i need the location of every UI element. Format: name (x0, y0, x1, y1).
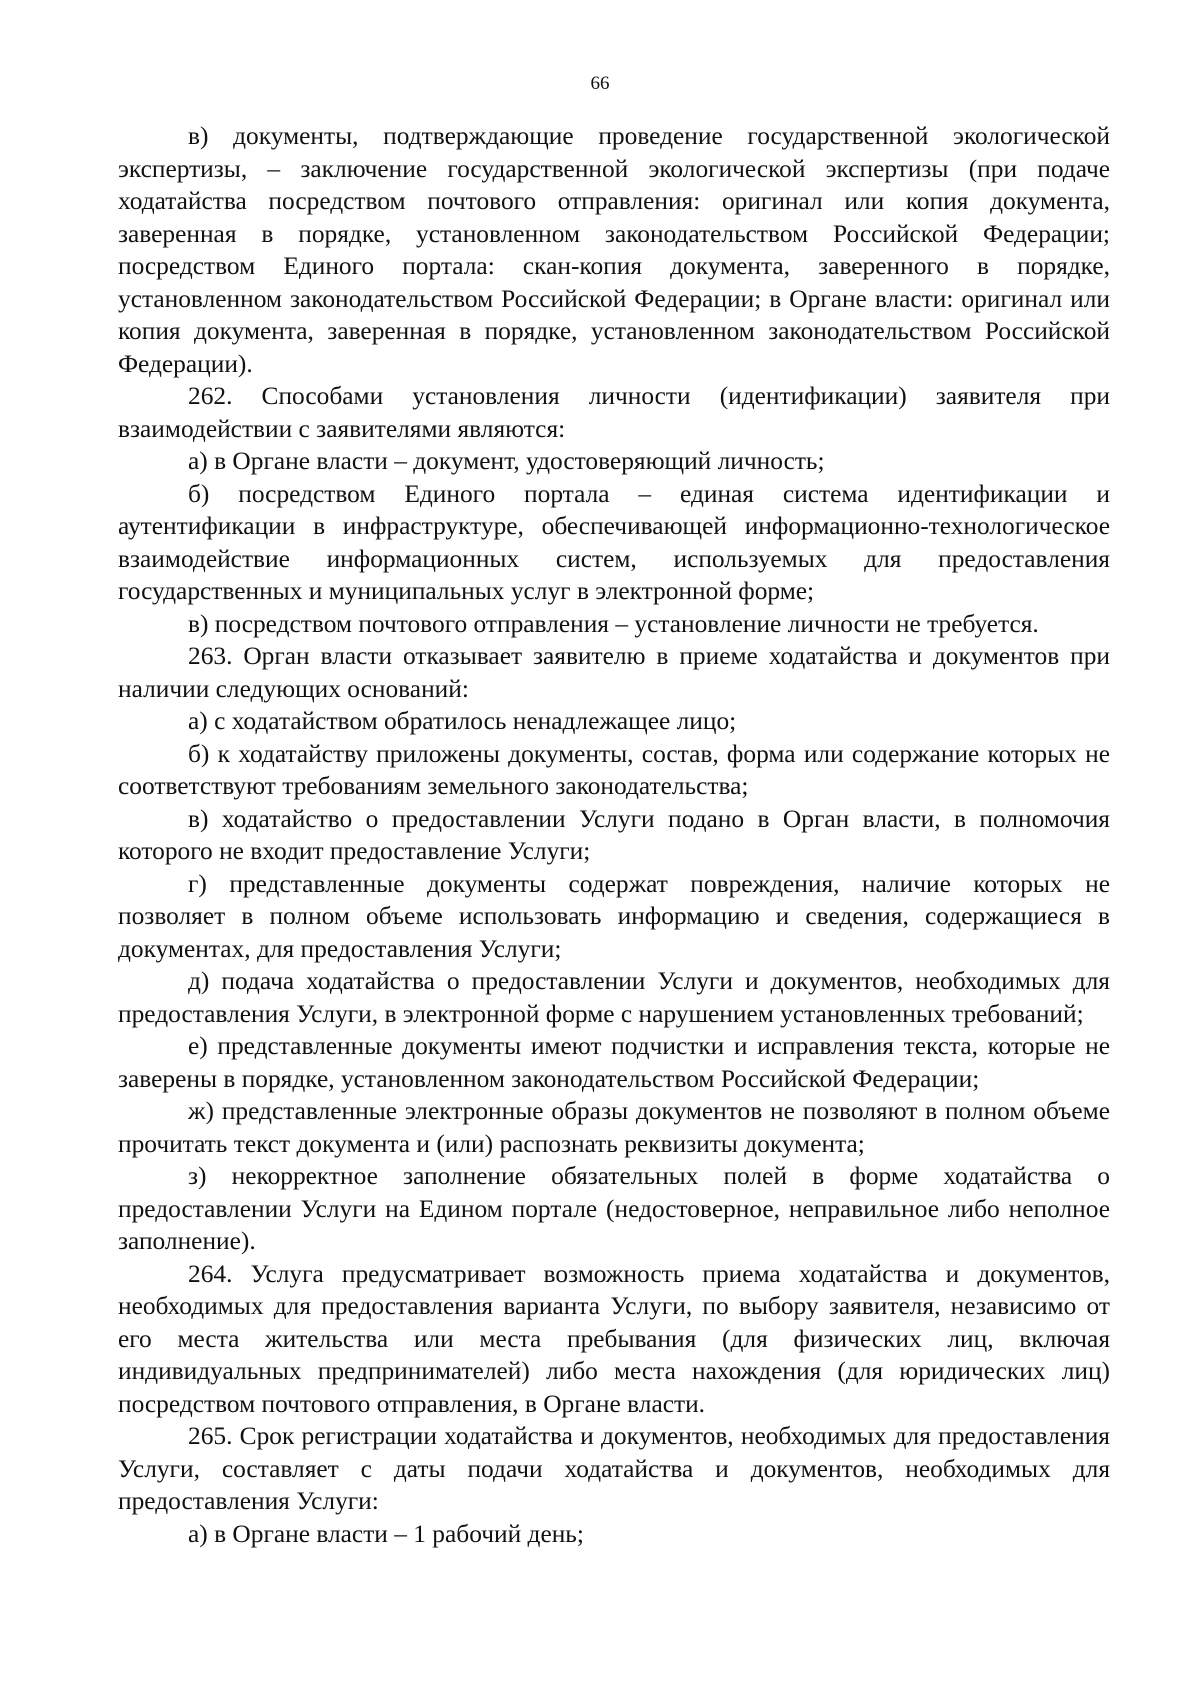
page-number: 66 (590, 73, 610, 94)
document-body (118, 120, 1110, 1550)
paragraph-265-a: а) в Органе власти – 1 рабочий день; (188, 1519, 584, 1548)
paragraph-263-h: з) некорректное заполнение обязательных полей в форме ходатайства о предоставлении Услуги на Едином портале (недостоверное, неправильное либо неполное заполнение). (118, 1162, 1110, 1255)
paragraph-263-e: д) подача ходатайства о предоставлении Услуги и документов, необходимых для предоставления Услуги, в электронной форме с нарушением установленных требований; (118, 967, 1110, 1028)
paragraph-262-a: а) в Органе власти – документ, удостоверяющий личность; (188, 447, 825, 475)
paragraph-263-a: а) с ходатайством обратилось ненадлежащее лицо; (188, 707, 737, 735)
paragraph-262-b: б) посредством Единого портала – единая система идентификации и аутентификации в инфраструктуре, обеспечивающей информационно-технологическое взаимодействие информационных систем, используемых для предоставления государственных и муниципальных услуг в электронной форме; (118, 479, 1110, 605)
paragraph-262-c: в) посредством почтового отправления – установление личности не требуется. (188, 609, 1039, 638)
paragraph-263-f: е) представленные документы имеют подчистки и исправления текста, которые не заверены в порядке, установленном законодательством Российской Федерации; (118, 1032, 1110, 1093)
paragraph-264-acceptance: 264. Услуга предусматривает возможность приема ходатайства и документов, необходимых для предоставления варианта Услуги, по выбору заявителя, независимо от его места жительства или места пребывания (для физических лиц, включая индивидуальных предпринимателей) либо места нахождения (для юридических лиц) посредством почтового отправления, в Органе власти. (118, 1259, 1110, 1418)
paragraph-263-d: г) представленные документы содержат повреждения, наличие которых не позволяет в полном объеме использовать информацию и сведения, содержащиеся в документах, для предоставления Услуги; (118, 869, 1110, 963)
paragraph-262-identification-methods: 262. Способами установления личности (идентификации) заявителя при взаимодействии с заявителями являются: (118, 382, 1110, 443)
paragraph-263-b: б) к ходатайству приложены документы, состав, форма или содержание которых не соответствуют требованиям земельного законодательства; (118, 739, 1110, 800)
paragraph-263-g: ж) представленные электронные образы документов не позволяют в полном объеме прочитать текст документа и (или) распознать реквизиты документа; (118, 1097, 1110, 1158)
paragraph-265-registration-term: 265. Срок регистрации ходатайства и документов, необходимых для предоставления Услуги, составляет с даты подачи ходатайства и документов, необходимых для предоставления Услуги: (118, 1422, 1110, 1515)
paragraph-263-c: в) ходатайство о предоставлении Услуги подано в Орган власти, в полномочия которого не входит предоставление Услуги; (118, 804, 1110, 865)
paragraph-expertise-documents: в) документы, подтверждающие проведение государственной экологической экспертизы, – заключение государственной экологической экспертизы (при подаче ходатайства посредством почтового отправления: оригинал или копия документа, заверенная в порядке, установленном законодательством Российской Федерации; посредством Единого портала: скан-копия документа, заверенного в порядке, установленном законодательством Российской Федерации; в Органе власти: оригинал или копия документа, заверенная в порядке, установленном законодательством Российской Федерации). (118, 122, 1110, 378)
paragraph-263-refusal-grounds: 263. Орган власти отказывает заявителю в приеме ходатайства и документов при наличии следующих оснований: (118, 642, 1110, 703)
